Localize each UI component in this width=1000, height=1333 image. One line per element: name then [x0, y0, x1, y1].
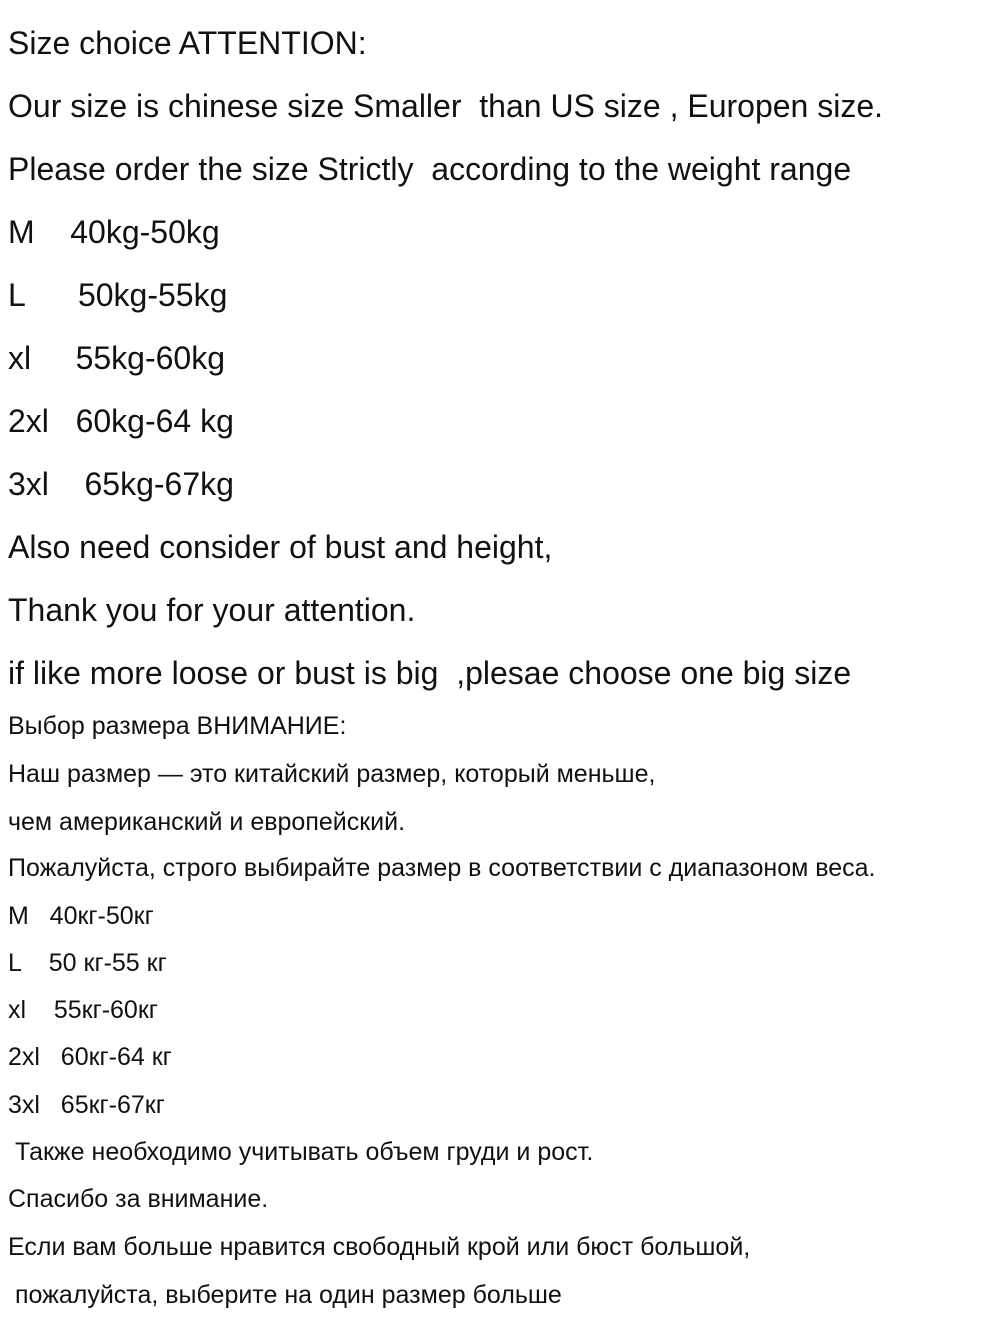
russian-line-size-comparison: Наш размер — это китайский размер, который меньше,: [8, 760, 656, 788]
english-line-thanks: Thank you for your attention.: [8, 592, 416, 628]
english-size-row-m: M 40kg-50kg: [8, 214, 220, 250]
russian-line-bust-height: Также необходимо учитывать объем груди и рост.: [8, 1138, 594, 1166]
english-line-loose-fit: if like more loose or bust is big ,plesae choose one big size: [8, 655, 852, 691]
russian-line-size-comparison-cont: чем американский и европейский.: [8, 808, 406, 836]
english-title: Size choice ATTENTION:: [8, 25, 367, 61]
russian-line-thanks: Спасибо за внимание.: [8, 1185, 269, 1213]
russian-size-row-2xl: 2xl 60кг-64 кг: [8, 1043, 172, 1071]
english-size-row-xl: xl 55kg-60kg: [8, 340, 225, 376]
english-line-order-instruction: Please order the size Strictly according to the weight range: [8, 151, 852, 187]
russian-size-row-l: L 50 кг-55 кг: [8, 949, 167, 977]
russian-size-row-m: M 40кг-50кг: [8, 902, 154, 930]
english-size-row-3xl: 3xl 65kg-67kg: [8, 466, 234, 502]
english-line-bust-height: Also need consider of bust and height,: [8, 529, 553, 565]
russian-line-order-instruction: Пожалуйста, строго выбирайте размер в соответствии с диапазоном веса.: [8, 854, 876, 882]
english-size-row-l: L 50kg-55kg: [8, 277, 228, 313]
english-line-size-comparison: Our size is chinese size Smaller than US size , Europen size.: [8, 88, 884, 124]
russian-size-row-3xl: 3xl 65кг-67кг: [8, 1091, 165, 1119]
english-size-row-2xl: 2xl 60kg-64 kg: [8, 403, 234, 439]
russian-title: Выбор размера ВНИМАНИЕ:: [8, 712, 347, 740]
russian-line-loose-fit: Если вам больше нравится свободный крой или бюст большой,: [8, 1233, 751, 1261]
russian-size-row-xl: xl 55кг-60кг: [8, 996, 158, 1024]
russian-line-loose-fit-cont: пожалуйста, выберите на один размер больше: [8, 1281, 562, 1309]
